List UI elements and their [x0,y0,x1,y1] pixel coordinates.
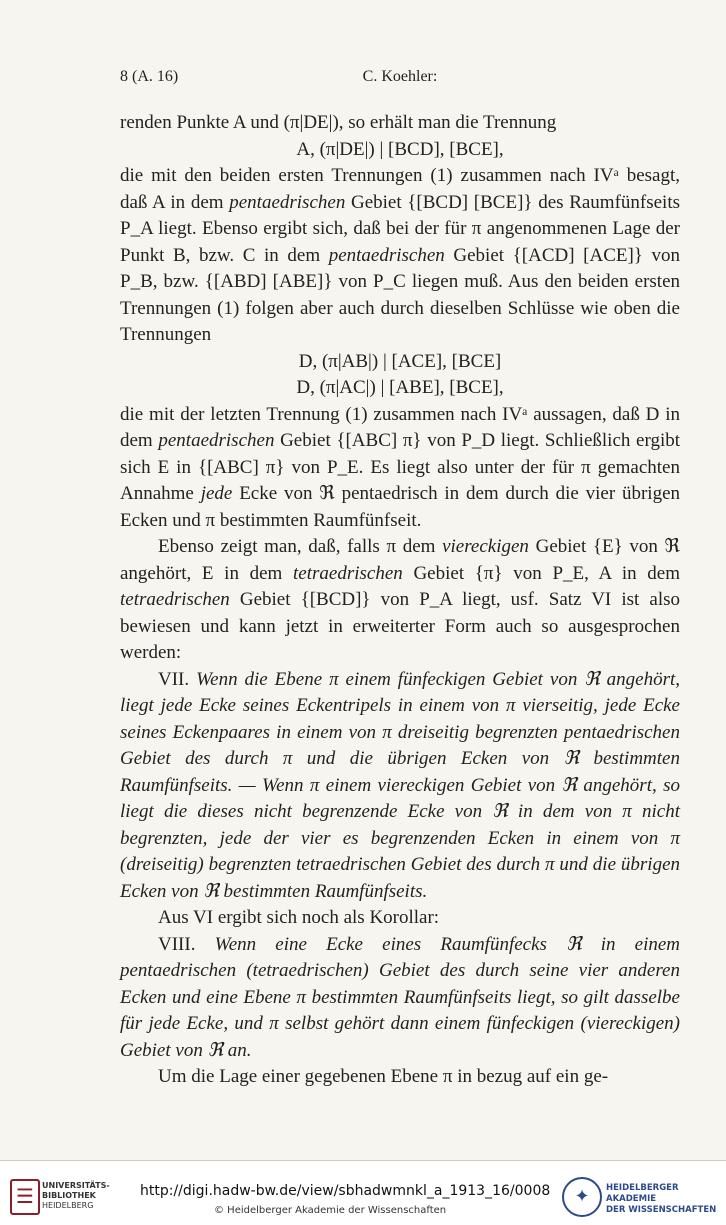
italic-term: pentaedrischen [158,430,275,451]
italic-term: tetraedrischen [293,562,403,584]
display-formula [120,375,680,402]
text-run: Gebiet {π} von P_E, A in dem [413,562,680,584]
text-run: Ebenso zeigt man, daß, falls π dem [158,536,436,557]
ub-line: HEIDELBERG [42,1201,94,1210]
italic-term: pentaedrischen [229,191,346,213]
text-run: Gebiet {E} von ℜ angehört, E in dem [120,536,680,584]
running-author: C. Koehler: [362,68,438,85]
paragraph [120,905,680,932]
running-header [120,68,680,92]
text-run: Um die Lage einer gegebenen Ebene π in bezug auf ein ge- [158,1066,609,1087]
theorem-text: Wenn die Ebene π einem fünfeckigen Gebiet von ℜ angehört, liegt jede Ecke seines Eckentripels in einem von π vierseitig, jede Ecke seines Eckenpaares in einem von π dreiseitig begrenzten pentaedrischen Gebiet des durch π und die übrigen Ecken von ℜ bestimmten Raumfünfseits. — Wenn π einem viereckigen Gebiet von ℜ angehört, so liegt die dieses nicht begrenzende Ecke von ℜ in dem von π nicht begrenzten, jede der vier es begrenzenden Ecken in einem von π (dreiseitig) begrenzten tetraedrischen Gebiet des durch π und die übrigen Ecken von ℜ bestimmten Raumfünfseits. [120,668,680,902]
italic-term: jede [200,483,233,504]
text-run: Gebiet {[BCD]} von P_A liegt, usf. Satz VI ist also bewiesen und kann jetzt in erweiterter Form auch so ausgesprochen werden: [120,589,680,663]
italic-term: tetraedrischen [120,589,230,610]
copyright-notice: © Heidelberger Akademie der Wissenschaften [214,1205,447,1216]
formula: D, (π|AC|) | [ABE], [BCE], [296,377,504,398]
academy-line: DER WISSENSCHAFTEN [606,1205,717,1215]
text-run: Gebiet {[BCD] [BCE]} des Raumfünfseits P_A liegt. Ebenso ergibt sich, daß bei der für π angenommenen Lage der Punkt B, bzw. C in dem [120,191,681,266]
academy-seal-icon: ✦ [562,1177,602,1217]
formula: D, (π|AB|) | [ACE], [BCE] [298,350,502,372]
permalink[interactable]: http://digi.hadw-bw.de/view/sbhadwmnkl_a_1913_16/0008 [140,1183,551,1199]
ub-line: BIBLIOTHEK [42,1191,96,1200]
text-run: Ecke von ℜ pentaedrisch in dem durch die vier übrigen Ecken und π bestimmten Raumfünfseit. [120,483,681,531]
paragraph [120,1064,680,1091]
academy-line: HEIDELBERGER AKADEMIE [606,1183,679,1204]
ub-line: UNIVERSITÄTS- [42,1181,110,1190]
formula: A, (π|DE|) | [BCD], [BCE], [296,138,504,160]
display-formula [120,137,680,164]
text-run: Gebiet {[ABC] π} von P_D liegt. Schließlich ergibt sich E in {[ABC] π} von P_E. Es liegt also unter der für π gemachten Annahme [120,430,681,504]
academy-label [606,1183,726,1216]
italic-term: pentaedrischen [328,244,445,266]
paragraph [120,534,680,667]
display-formula [120,349,680,376]
text-run: Aus VI ergibt sich noch als Korollar: [158,907,440,928]
paragraph [120,163,680,349]
book-logo-icon: ☰ [10,1179,40,1215]
paragraph [120,110,680,137]
text-run: die mit der letzten Trennung (1) zusammen nach IVᵃ aussagen, daß D in dem [120,403,680,451]
theorem-number: VII. [158,668,190,690]
theorem-text: Wenn eine Ecke eines Raumfünfecks ℜ in einem pentaedrischen (tetraedrischen) Gebiet des durch seine vier anderen Ecken und eine Ebene π bestimmten Raumfünfseits liegt, so gilt dasselbe für jede Ecke, und π selbst gehört dann einem fünfeckigen (viereckigen) Gebiet von ℜ an. [120,933,680,1061]
text-line: renden Punkte A und (π|DE|), so erhält man die Trennung [120,112,557,133]
italic-term: viereckigen [442,536,529,557]
text-run: Gebiet {[ACD] [ACE]} von P_B, bzw. {[ABD] [ABE]} von P_C liegen muß. Aus den beiden ersten Trennungen (1) folgen aber auch durch dieselben Schlüsse wie oben die Trennungen [120,244,681,345]
body-text [120,110,680,1091]
digitization-footer [0,1160,726,1225]
theorem-vii [120,667,680,906]
paragraph [120,402,680,535]
text-run: die mit den beiden ersten Trennungen (1) zusammen nach IVᵃ besagt, daß A in dem [120,165,680,213]
theorem-number: VIII. [158,933,196,955]
ub-heidelberg-label [42,1181,110,1211]
page-number: 8 (A. 16) [120,68,179,85]
theorem-viii [120,932,680,1065]
